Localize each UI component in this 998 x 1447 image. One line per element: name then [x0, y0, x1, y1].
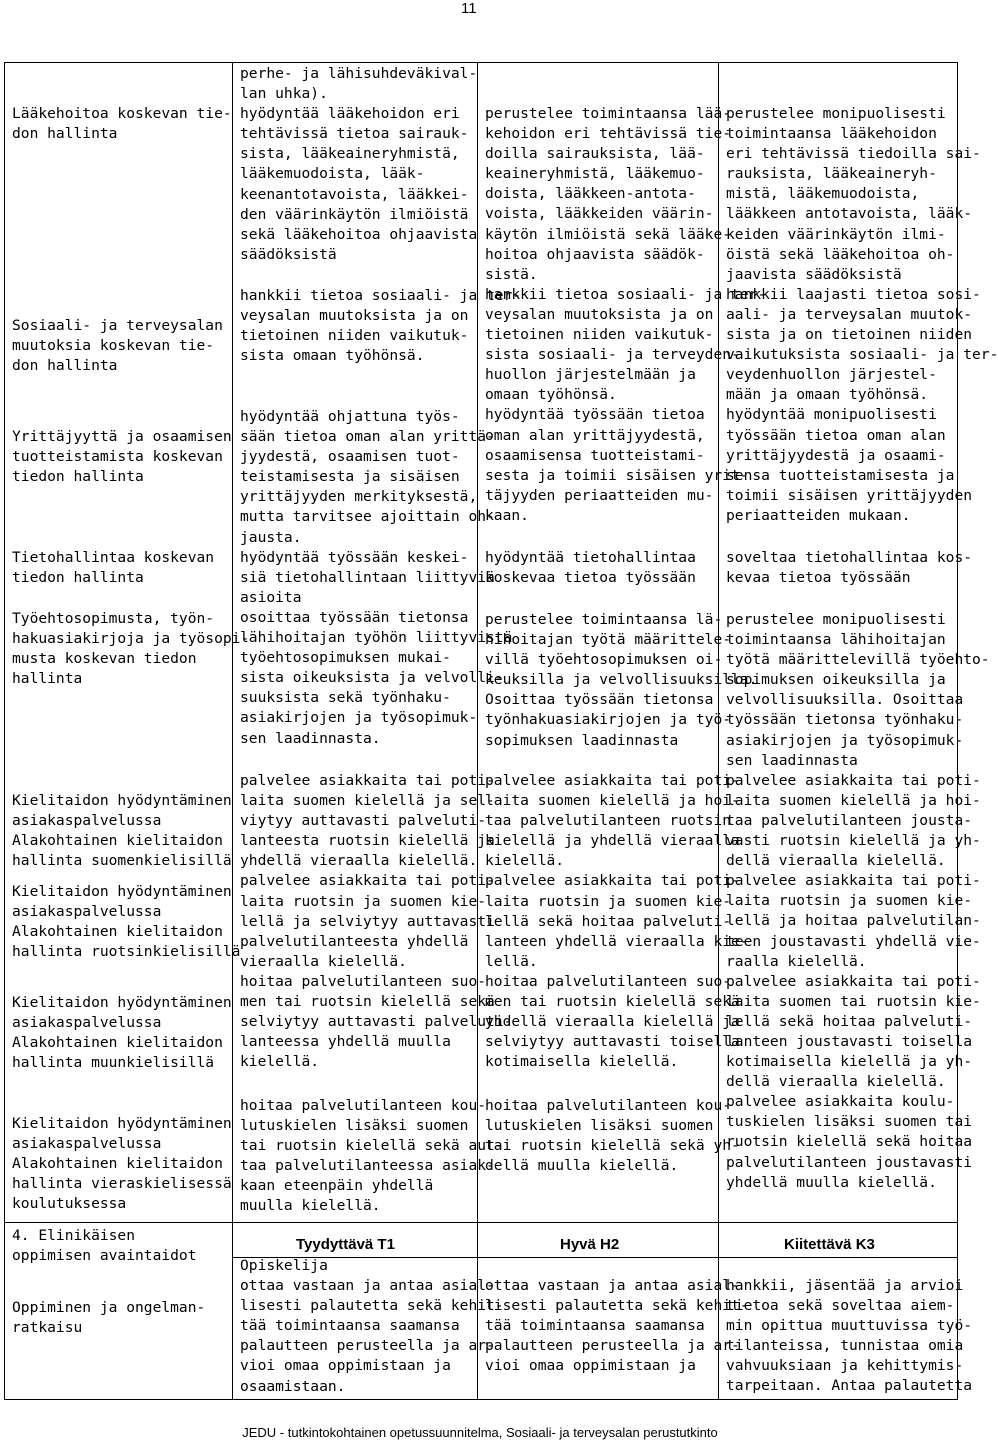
k3-cell: perustelee monipuolisesti toimintaansa lääkehoidon eri tehtävissä tiedoilla sai- rauksista, lääkeaineryh- mistä, lääkemuodoista, lääkkeen antotavoista, lääk- keiden väärinkäytön ilmi- öistä sekä lääkehoitoa oh- jaavista säädöksistä hankkii laajasti tietoa sosi- aali- ja terveysalan muutok- sista ja on tietoinen niiden vaikutuksista sosiaali- ja ter- veydenhuollon järjestel- mään ja omaan työhönsä. hyödyntää monipuolisesti työssään tietoa oman alan yrittäjyydestä ja osaami- sensa tuotteistamisesta ja toimii sisäisen yrittäjyyden periaatteiden mukaan. — [726, 105, 998, 524]
h2-cell: perustelee toimintaansa lä- hihoitajan työtä määrittele- villä työehtosopimuksen oi- keuksilla ja velvollisuuksilla. Osoittaa työssään tietonsa työnhakuasiakirjojen ja työ- sopimuksen laadinnasta — [485, 611, 758, 749]
table-border-left — [4, 62, 5, 1400]
left-cell: Kielitaidon hyödyntäminen asiakaspalvelussa Alakohtainen kielitaidon hallinta suomenkielisillä — [12, 792, 232, 870]
table-border-top — [4, 62, 958, 63]
left-cell: Työehtosopimusta, työn- hakuasiakirjoja ja työsopi- musta koskevan tiedon hallinta — [12, 610, 250, 688]
t1-cell: palvelee asiakkaita tai poti- laita suomen kielellä ja sel- viytyy auttavasti palveluti- lanteesta ruotsin kielellä ja yhdellä vieraalla kielellä. palvelee asiakkaita tai poti- laita ruotsin ja suomen kie- lellä ja selviytyy auttavasti palvelutilanteesta yhdellä vieraalla kielellä. hoitaa palvelutilanteen suo- men tai ruotsin kielellä sekä selviytyy auttavasti palveluti- lanteessa yhdellä muulla kielellä. — [240, 772, 513, 1071]
left-cell: Sosiaali- ja terveysalan muutoksia koskevan tie- don hallinta — [12, 317, 223, 375]
header-k3: Kiitettävä K3 — [784, 1236, 875, 1253]
page-number: 11 — [461, 0, 477, 17]
column-divider-1 — [232, 62, 233, 1400]
t1-cell: hyödyntää ohjattuna työs- sään tietoa oman alan yrittä- jyydestä, osaamisen tuot- teistamisesta ja sisäisen yrittäjyyden merkityksestä, mutta tarvitsee ajoittain oh- jausta. hyödyntää työssään keskei- siä tietohallintaan liittyviä asioita osoittaa työssään tietonsa lähihoitajan työhön liittyvistä työehtosopimuksen mukai- sista oikeuksista ja velvolli- suuksista sekä työnhaku- asiakirjojen ja työsopimuk- sen laadinnasta. — [240, 408, 513, 747]
h2-cell: hoitaa palvelutilanteen kou- lutuskielen lisäksi suomen tai ruotsin kielellä sekä yh- dellä muulla kielellä. — [485, 1097, 740, 1175]
page-footer: JEDU - tutkintokohtainen opetussuunnitelma, Sosiaali- ja terveysalan perustutkinto — [242, 1425, 718, 1440]
h2-cell: perustelee toimintaansa lää- kehoidon eri tehtävissä tie- doilla sairauksista, lää- keaineryhmistä, lääkemuo- doista, lääkkeen-antota- voista, lääkkeiden väärin- käytön ilmiöistä sekä lääke- hoitoa ohjaavista säädök- sistä. hankkii tietoa sosiaali- ja ter- veysalan muutoksista ja on tietoinen niiden vaikutuk- sista sosiaali- ja terveyden- huollon järjestelmään ja omaan työhönsä. hyödyntää työssään tietoa oman alan yrittäjyydestä, osaamisensa tuotteistami- sesta ja toimii sisäisen yrit- täjyyden periaatteiden mu- kaan. — [485, 105, 767, 524]
h2-cell: palvelee asiakkaita tai poti- laita suomen kielellä ja hoi- taa palvelutilanteen ruotsin kielellä ja yhdellä vieraalla kielellä. palvelee asiakkaita tai poti- laita ruotsin ja suomen kie- lellä sekä hoitaa palveluti- lanteen yhdellä vieraalla kie- lellä. hoitaa palvelutilanteen suo- men tai ruotsin kielellä sekä yhdellä vieraalla kielellä ja selviytyy auttavasti toisella kotimaisella kielellä. — [485, 772, 749, 1071]
left-cell: Kielitaidon hyödyntäminen asiakaspalvelussa Alakohtainen kielitaidon hallinta vieraskielisessä koulutuksessa — [12, 1115, 232, 1213]
t1-cell: Opiskelija ottaa vastaan ja antaa asial- lisesti palautetta sekä kehit- tää toimintaansa saamansa palautteen perusteella ja ar- vioi omaa oppimistaan ja osaamistaan. — [240, 1257, 504, 1395]
header-t1: Tyydyttävä T1 — [296, 1236, 395, 1253]
t1-cell: perhe- ja lähisuhdeväkival- lan uhka). hyödyntää lääkehoidon eri tehtävissä tietoa sairauk- sista, lääkeaineryhmistä, lääkemuodoista, lääk- keenantotavoista, lääkkei- den väärinkäytön ilmiöistä sekä lääkehoitoa ohjaavista säädöksistä — [240, 65, 478, 263]
left-cell: Oppiminen ja ongelman- ratkaisu — [12, 1299, 206, 1337]
left-cell: Kielitaidon hyödyntäminen asiakaspalvelussa Alakohtainen kielitaidon hallinta ruotsinkielisillä — [12, 883, 241, 961]
t1-cell: hankkii tietoa sosiaali- ja ter- veysalan muutoksista ja on tietoinen niiden vaikutuk- sista omaan työhönsä. — [240, 287, 522, 365]
row-divider-section — [4, 1222, 958, 1223]
left-cell: 4. Elinikäisen oppimisen avaintaidot — [12, 1227, 197, 1265]
left-cell: Yrittäjyyttä ja osaamisen tuotteistamista koskevan tiedon hallinta — [12, 428, 232, 486]
h2-cell: hyödyntää tietohallintaa koskevaa tietoa työssään — [485, 549, 696, 587]
t1-cell: hoitaa palvelutilanteen kou- lutuskielen lisäksi suomen tai ruotsin kielellä sekä aut- taa palvelutilanteessa asiak- kaan eteenpäin yhdellä muulla kielellä. — [240, 1097, 504, 1215]
left-cell: Kielitaidon hyödyntäminen asiakaspalvelussa Alakohtainen kielitaidon hallinta muunkielisillä — [12, 994, 232, 1072]
table-border-bottom — [4, 1399, 958, 1400]
left-cell: Tietohallintaa koskevan tiedon hallinta — [12, 549, 215, 587]
h2-cell: ottaa vastaan ja antaa asial- lisesti palautetta sekä kehit- tää toimintaansa saamansa palautteen perusteella ja ar- vioi omaa oppimistaan ja — [485, 1277, 749, 1375]
header-h2: Hyvä H2 — [560, 1236, 620, 1253]
left-cell: Lääkehoitoa koskevan tie- don hallinta — [12, 105, 232, 143]
k3-cell: hankkii, jäsentää ja arvioi tietoa sekä soveltaa aiem- min opittua muuttuvissa työ- tilanteissa, tunnistaa omia vahvuuksiaan ja kehittymis- tarpeitaan. Antaa palautetta — [726, 1277, 973, 1395]
k3-cell: soveltaa tietohallintaa kos- kevaa tietoa työssään — [726, 549, 973, 587]
k3-cell: perustelee monipuolisesti toimintaansa lähihoitajan työtä määrittelevillä työehto- sopimuksen oikeuksilla ja velvollisuuksilla. Osoittaa työssään tietonsa työnhaku- asiakirjojen ja työsopimuk- sen laadinnasta palvelee asiakkaita tai poti- laita suomen kielellä ja hoi- taa palvelutilanteen jousta- vasti ruotsin kielellä ja yh- dellä vieraalla kielellä. palvelee asiakkaita tai poti- laita ruotsin ja suomen kie- lellä ja hoitaa palvelutilan- teen joustavasti yhdellä vie- raalla kielellä. palvelee asiakkaita tai poti- laita suomen tai ruotsin kie- lellä sekä hoitaa palveluti- lanteen joustavasti toisella kotimaisella kielellä ja yh- dellä vieraalla kielellä. palvelee asiakkaita koulu- tuskielen lisäksi suomen tai ruotsin kielellä sekä hoitaa palvelutilanteen joustavasti yhdellä muulla kielellä. — [726, 611, 990, 1191]
